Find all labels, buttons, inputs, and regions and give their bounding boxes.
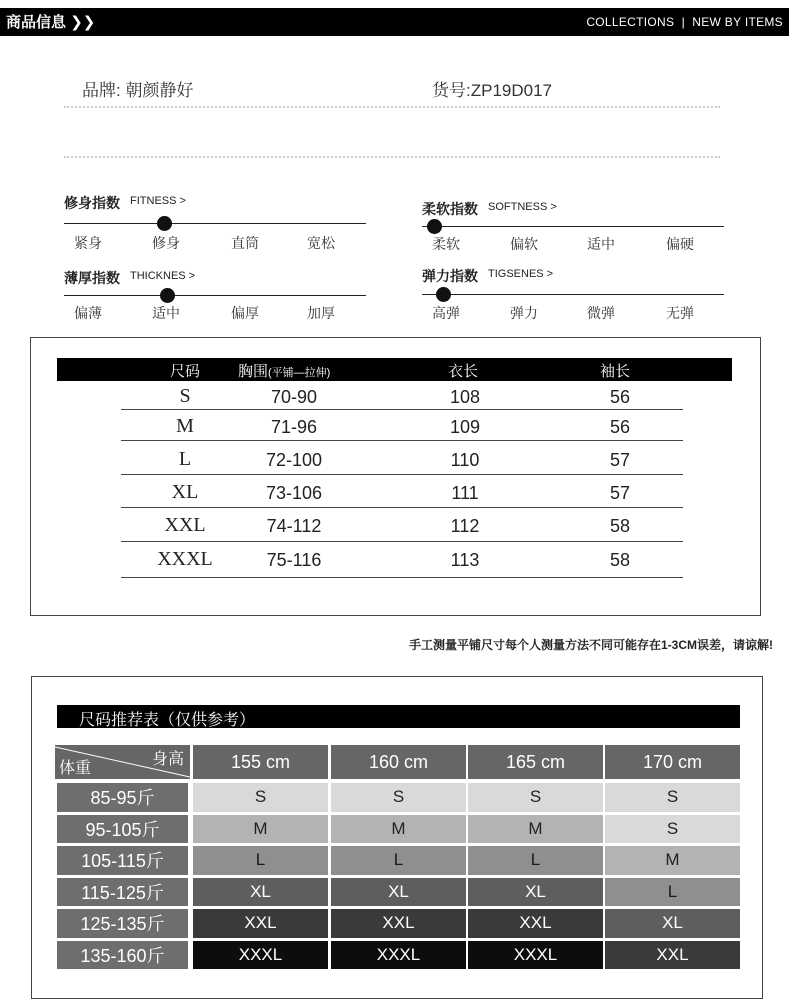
chest-cell: 72-100 <box>265 450 323 470</box>
index-scale-label: 直筒 <box>231 236 259 252</box>
index-scale-label: 无弹 <box>666 306 694 322</box>
sleeve-cell: 56 <box>609 417 631 437</box>
height-header-cell: 160 cm <box>331 745 466 779</box>
header-size: 尺码 <box>170 363 201 380</box>
row-divider <box>121 409 683 410</box>
index-scale-label: 修身 <box>152 236 180 252</box>
index-scale-label: 微弹 <box>587 306 615 322</box>
section-header-bar <box>0 8 789 34</box>
size-cell: XL <box>171 481 199 503</box>
chest-cell: 73-106 <box>265 483 323 503</box>
recommend-size-cell: XXL <box>331 909 466 938</box>
sleeve-cell: 57 <box>609 483 631 503</box>
size-cell: XXL <box>164 514 206 536</box>
chest-cell: 74-112 <box>266 516 322 536</box>
height-header-cell: 155 cm <box>193 745 328 779</box>
sleeve-cell: 58 <box>609 516 631 536</box>
index-level-marker <box>427 219 442 234</box>
weight-row-header: 125-135斤 <box>57 909 188 938</box>
weight-row-header: 85-95斤 <box>57 783 188 812</box>
index-scale-label: 柔软 <box>432 237 460 253</box>
index-title: 弹力指数 <box>422 268 478 284</box>
recommend-size-cell: S <box>605 815 740 844</box>
recommend-size-cell: XXL <box>468 909 603 938</box>
index-scale-label: 适中 <box>152 306 180 322</box>
dotted-divider <box>64 106 720 108</box>
corner-height-label: 身高 <box>151 751 184 768</box>
index-title: 柔软指数 <box>422 201 478 217</box>
length-cell: 110 <box>450 450 480 470</box>
recommend-size-cell: S <box>193 783 328 812</box>
index-level-marker <box>436 287 451 302</box>
recommend-size-cell: XXXL <box>468 941 603 970</box>
index-scale-label: 偏软 <box>510 237 538 253</box>
recommend-size-cell: XL <box>605 909 740 938</box>
index-subtitle: FITNESS > <box>130 195 186 207</box>
recommend-size-cell: L <box>331 846 466 875</box>
length-cell: 113 <box>450 550 480 570</box>
weight-row-header: 95-105斤 <box>57 815 188 844</box>
dotted-divider <box>64 156 720 158</box>
index-scale-line <box>422 294 724 295</box>
brand-text: 品牌: 朝颜静好 <box>82 81 194 100</box>
size-cell: M <box>176 415 194 437</box>
row-divider <box>121 474 683 475</box>
weight-row-header: 115-125斤 <box>57 878 188 907</box>
recommend-size-cell: XL <box>468 878 603 907</box>
index-level-marker <box>160 288 175 303</box>
index-scale-label: 偏硬 <box>666 237 694 253</box>
index-subtitle: SOFTNESS > <box>488 201 557 213</box>
weight-row-header: 105-115斤 <box>57 846 188 875</box>
index-scale-label: 宽松 <box>307 236 335 252</box>
recommend-size-cell: L <box>193 846 328 875</box>
row-divider <box>121 507 683 508</box>
index-title: 薄厚指数 <box>64 270 120 286</box>
index-title: 修身指数 <box>64 195 120 211</box>
row-divider <box>121 577 683 578</box>
recommend-size-cell: XXL <box>605 941 740 970</box>
index-scale-label: 适中 <box>587 237 615 253</box>
double-chevron-icon: ❯❯ <box>70 14 96 31</box>
size-cell: L <box>178 448 192 470</box>
index-level-marker <box>157 216 172 231</box>
recommend-size-cell: XL <box>331 878 466 907</box>
index-scale-label: 偏厚 <box>231 306 259 322</box>
header-collections-text: COLLECTIONS | NEW BY ITEMS <box>586 15 783 29</box>
sleeve-cell: 56 <box>609 387 631 407</box>
size-cell: XXXL <box>157 548 213 570</box>
recommend-title-bar <box>57 705 740 728</box>
height-header-cell: 170 cm <box>605 745 740 779</box>
item-number-text: 货号:ZP19D017 <box>432 81 552 100</box>
corner-cell <box>55 745 190 779</box>
index-subtitle: THICKNES > <box>130 270 196 282</box>
index-scale-line <box>422 226 724 227</box>
recommend-size-cell: S <box>468 783 603 812</box>
header-chest: 胸围(平铺—拉伸) <box>238 363 331 380</box>
recommend-size-cell: XXXL <box>193 941 328 970</box>
recommend-size-cell: XXXL <box>331 941 466 970</box>
chest-cell: 75-116 <box>266 550 322 570</box>
recommend-size-cell: XL <box>193 878 328 907</box>
row-divider <box>121 440 683 441</box>
measurement-note: 手工测量平铺尺寸每个人测量方法不同可能存在1-3CM误差，请谅解! <box>408 638 773 652</box>
header-sleeve: 袖长 <box>600 363 631 380</box>
height-header-cell: 165 cm <box>468 745 603 779</box>
size-cell: S <box>179 385 191 407</box>
recommend-size-cell: XXL <box>193 909 328 938</box>
weight-row-header: 135-160斤 <box>57 941 188 970</box>
sleeve-cell: 58 <box>609 550 631 570</box>
index-scale-label: 弹力 <box>510 306 538 322</box>
size-table-header <box>57 358 732 381</box>
header-underline <box>0 34 789 36</box>
recommend-size-cell: M <box>605 846 740 875</box>
length-cell: 111 <box>451 483 479 503</box>
recommend-size-cell: L <box>605 878 740 907</box>
length-cell: 108 <box>449 387 481 407</box>
corner-weight-label: 体重 <box>59 760 92 777</box>
index-scale-label: 加厚 <box>307 306 335 322</box>
index-subtitle: TIGSENES > <box>488 268 554 280</box>
recommend-size-cell: S <box>605 783 740 812</box>
recommend-title: 尺码推荐表（仅供参考） <box>79 712 256 729</box>
length-cell: 112 <box>450 516 480 536</box>
recommend-size-cell: M <box>331 815 466 844</box>
header-length: 衣长 <box>448 363 479 380</box>
length-cell: 109 <box>449 417 481 437</box>
section-title: 商品信息 ❯❯ <box>6 14 96 31</box>
recommend-size-cell: S <box>331 783 466 812</box>
chest-cell: 71-96 <box>270 417 318 437</box>
index-scale-line <box>64 295 366 296</box>
recommend-size-cell: M <box>193 815 328 844</box>
header-chest-note: (平铺—拉伸) <box>268 367 331 379</box>
row-divider <box>121 541 683 542</box>
recommend-size-cell: L <box>468 846 603 875</box>
chest-cell: 70-90 <box>270 387 318 407</box>
index-scale-label: 高弹 <box>432 306 460 322</box>
index-scale-label: 紧身 <box>74 236 102 252</box>
index-scale-label: 偏薄 <box>74 306 102 322</box>
index-scale-line <box>64 223 366 224</box>
recommend-size-cell: M <box>468 815 603 844</box>
sleeve-cell: 57 <box>609 450 631 470</box>
